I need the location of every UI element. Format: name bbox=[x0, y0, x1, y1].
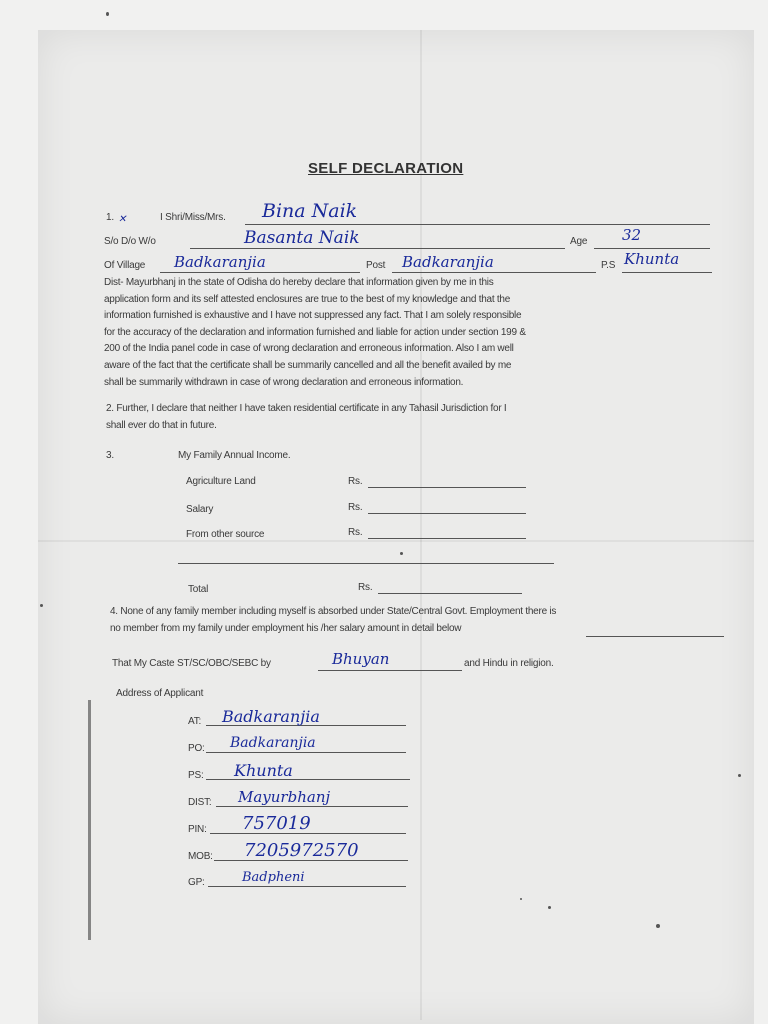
income-total-separator bbox=[178, 563, 554, 564]
page-title: SELF DECLARATION bbox=[308, 160, 464, 177]
income-line-total bbox=[378, 593, 522, 594]
income-label-agriculture: Agriculture Land bbox=[186, 476, 256, 487]
address-line-po bbox=[206, 752, 406, 753]
paragraph-line: shall ever do that in future. bbox=[106, 419, 217, 431]
label-ps: P.S bbox=[601, 260, 616, 271]
handwritten-name: Bina Naik bbox=[262, 200, 358, 222]
paragraph-line: aware of the fact that the certificate shall be summarily cancelled and all the benefit availed by me bbox=[104, 359, 512, 371]
address-label-mob: MOB: bbox=[188, 851, 213, 862]
handwritten-at: Badkaranjia bbox=[222, 707, 320, 726]
label-village: Of Village bbox=[104, 260, 146, 271]
income-rs-salary: Rs. bbox=[348, 502, 363, 513]
handwritten-ps: Khunta bbox=[624, 250, 680, 268]
fold-crease-horizontal bbox=[38, 540, 754, 542]
income-rs-other: Rs. bbox=[348, 527, 363, 538]
residential-paragraph bbox=[106, 401, 506, 434]
income-line-other bbox=[368, 538, 526, 539]
label-post: Post bbox=[366, 260, 386, 271]
income-label-total: Total bbox=[188, 584, 209, 595]
tick-mark: ✕ bbox=[118, 214, 127, 225]
village-underline bbox=[160, 272, 360, 273]
paragraph-line: no member from my family under employment his /her salary amount in detail below bbox=[110, 622, 462, 634]
income-rs-agriculture: Rs. bbox=[348, 476, 363, 487]
handwritten-relation-name: Basanta Naik bbox=[244, 228, 360, 248]
address-label-dist: DIST: bbox=[188, 797, 212, 808]
margin-mark bbox=[88, 700, 91, 940]
handwritten-pin: 757019 bbox=[242, 813, 311, 834]
income-line-salary bbox=[368, 513, 526, 514]
handwritten-gp: Badpheni bbox=[242, 870, 305, 885]
income-heading: My Family Annual Income. bbox=[178, 450, 291, 461]
address-label-gp: GP: bbox=[188, 877, 205, 888]
address-label-ps: PS: bbox=[188, 770, 204, 781]
handwritten-age: 32 bbox=[622, 226, 642, 244]
income-line-agriculture bbox=[368, 487, 526, 488]
employment-paragraph bbox=[110, 604, 556, 637]
handwritten-caste: Bhuyan bbox=[332, 650, 390, 668]
address-label-po: PO: bbox=[188, 743, 205, 754]
paragraph-line: 200 of the India panel code in case of wrong declaration and erroneous information. Also I am well bbox=[104, 343, 514, 355]
caste-underline bbox=[318, 670, 462, 671]
handwritten-post: Badkaranjia bbox=[402, 253, 494, 271]
label-age: Age bbox=[570, 236, 588, 247]
paragraph-line: 2. Further, I declare that neither I have taken residential certificate in any Tahasil Jurisdiction for I bbox=[106, 403, 507, 414]
handwritten-po: Badkaranjia bbox=[230, 735, 316, 751]
handwritten-dist: Mayurbhanj bbox=[238, 788, 331, 806]
paragraph-line: information furnished is exhaustive and I have not suppressed any fact. That I am solely responsible bbox=[104, 310, 522, 322]
paragraph-line: application form and its self attested enclosures are true to the best of my knowledge and that the bbox=[104, 293, 511, 305]
label-name: I Shri/Miss/Mrs. bbox=[160, 212, 226, 223]
label-relation: S/o D/o W/o bbox=[104, 236, 156, 247]
relation-underline bbox=[190, 248, 565, 249]
fold-crease-vertical bbox=[420, 30, 422, 1020]
address-label-pin: PIN: bbox=[188, 824, 207, 835]
age-underline bbox=[594, 248, 710, 249]
income-rs-total: Rs. bbox=[358, 582, 373, 593]
scan-speck bbox=[106, 12, 109, 16]
address-line-dist bbox=[216, 806, 408, 807]
handwritten-mob: 7205972570 bbox=[244, 840, 359, 861]
caste-suffix: and Hindu in religion. bbox=[464, 658, 554, 669]
document-sheet bbox=[38, 30, 754, 1024]
scan-speck bbox=[400, 552, 403, 555]
name-underline bbox=[245, 224, 710, 225]
scan-speck bbox=[656, 924, 660, 928]
income-label-other: From other source bbox=[186, 529, 265, 540]
paragraph-line: for the accuracy of the declaration and information furnished and liable for action under section 199 & bbox=[104, 326, 526, 338]
handwritten-village: Badkaranjia bbox=[174, 253, 266, 271]
income-label-salary: Salary bbox=[186, 504, 214, 515]
scan-speck bbox=[548, 906, 551, 909]
employment-detail-underline bbox=[586, 636, 724, 637]
item-number-3: 3. bbox=[106, 450, 114, 461]
paragraph-line: Dist- Mayurbhanj in the state of Odisha do hereby declare that information given by me in this bbox=[104, 277, 494, 288]
scan-speck bbox=[520, 898, 522, 900]
address-heading: Address of Applicant bbox=[116, 688, 204, 699]
ps-underline bbox=[622, 272, 712, 273]
caste-prefix: That My Caste ST/SC/OBC/SEBC by bbox=[112, 658, 271, 669]
declaration-paragraph bbox=[104, 275, 526, 391]
item-number-1: 1. bbox=[106, 212, 114, 223]
paragraph-line: 4. None of any family member including myself is absorbed under State/Central Govt. Employment there is bbox=[110, 606, 557, 617]
address-line-gp bbox=[208, 886, 406, 887]
scan-speck bbox=[738, 774, 741, 777]
handwritten-ps-address: Khunta bbox=[234, 761, 293, 780]
scan-speck bbox=[40, 604, 43, 607]
paragraph-line: shall be summarily withdrawn in case of wrong declaration and erroneous information. bbox=[104, 376, 464, 388]
post-underline bbox=[392, 272, 596, 273]
address-label-at: AT: bbox=[188, 716, 202, 727]
